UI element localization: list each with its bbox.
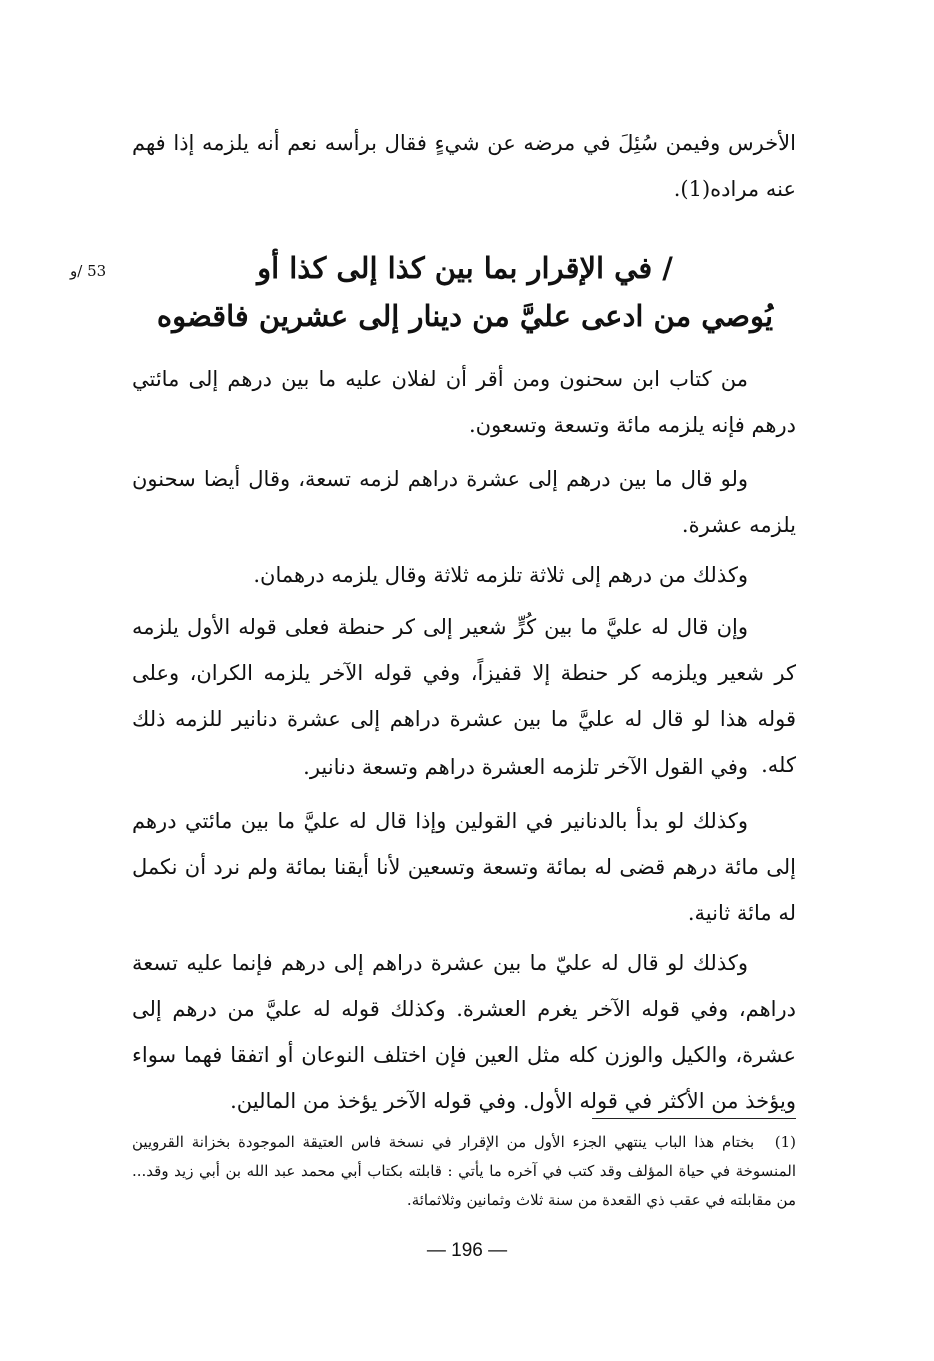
- heading-line-2: يُوصي من ادعى عليَّ من دينار إلى عشرين فاقضوه: [156, 299, 774, 333]
- margin-folio-reference: 53 /و: [70, 262, 107, 280]
- paragraph-5: وفي القول الآخر تلزمه العشرة دراهم وتسعة دنانير.: [303, 755, 748, 779]
- paragraph-1: من كتاب ابن سحنون ومن أقر أن لفلان عليه ما بين درهم إلى مائتي درهم فإنه يلزمه مائة وتسعة وتسعون.: [132, 367, 796, 437]
- footnote-text: بختام هذا الباب ينتهي الجزء الأول من الإقرار في نسخة فاس العتيقة الموجودة بخزانة القرويين المنسوخة في حياة المؤلف وقد كتب في آخره ما يأتي : قابلته بكتاب أبي محمد عبد الله بن أبي زيد وقد... من مقابلته في عقب ذي القعدة من سنة ثلاث وثمانين وثلاثمائة.: [132, 1133, 796, 1209]
- footnote: [132, 1128, 796, 1215]
- footnote-number: (1): [774, 1133, 796, 1151]
- intro-paragraph: [132, 120, 796, 212]
- paragraph-2: ولو قال ما بين درهم إلى عشرة دراهم لزمه تسعة، وقال أيضا سحنون يلزمه عشرة.: [132, 467, 796, 537]
- section-heading: [150, 244, 780, 340]
- paragraph-6: وكذلك لو بدأ بالدنانير في القولين وإذا قال له عليَّ ما بين مائتي درهم إلى مائة درهم قضى له بمائة وتسعة وتسعين لأنا أيقنا بمائة ولم نرد أن نكمل له مائة ثانية.: [132, 809, 796, 925]
- footnote-separator: [592, 1118, 796, 1119]
- paragraph-7: وكذلك لو قال له عليّ ما بين عشرة دراهم إلى درهم فإنما عليه تسعة دراهم، وفي قوله الآخر يغرم العشرة. وكذلك قوله له عليَّ من درهم إلى عشرة، والكيل والوزن كله مثل العين فإن اختلف النوعان أو اتفقا فهما سواء ويؤخذ من الأكثر في قوله الأول. وفي قوله الآخر يؤخذ من المالين.: [132, 951, 796, 1113]
- paragraph-3: وكذلك من درهم إلى ثلاثة تلزمه ثلاثة وقال يلزمه درهمان.: [253, 563, 748, 587]
- heading-line-1: / في الإقرار بما بين كذا إلى كذا أو: [257, 251, 673, 285]
- paragraph-4: وإن قال له عليَّ ما بين كُرٍّ شعير إلى كر حنطة فعلى قوله الأول يلزمه كر شعير ويلزمه كر حنطة إلا قفيزاً، وفي قوله الآخر يلزمه الكران، وعلى قوله هذا لو قال له عليَّ ما بين عشرة دراهم إلى عشرة دنانير للزمه ذلك كله.: [132, 615, 796, 777]
- page-number: — 196 —: [426, 1240, 508, 1261]
- intro-text: الأخرس وفيمن سُئِلَ في مرضه عن شيءٍ فقال برأسه نعم أنه يلزمه إذا فهم عنه مراده(1).: [132, 131, 796, 201]
